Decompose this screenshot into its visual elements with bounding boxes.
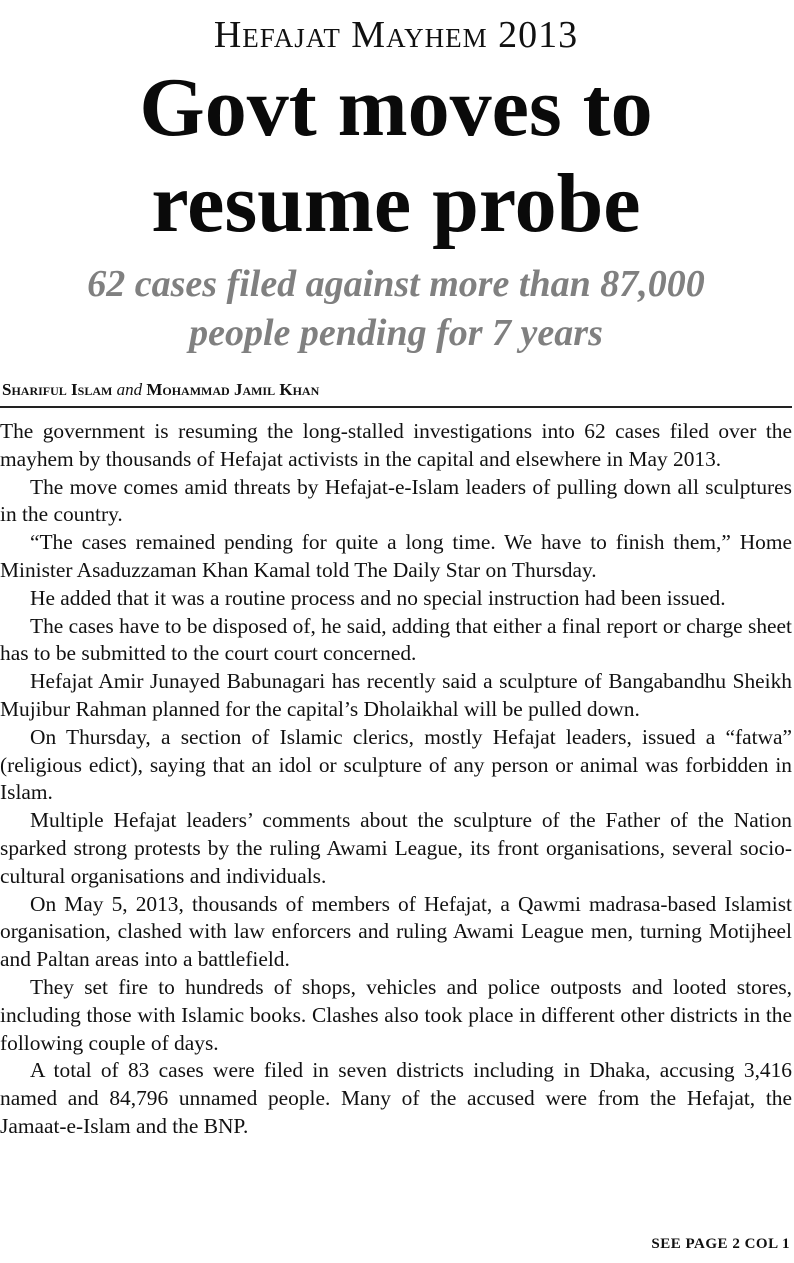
byline-conjunction: and [116,380,143,399]
subheadline [0,260,792,358]
paragraph-2: The move comes amid threats by Hefajat-e-Islam leaders of pulling down all sculptures in the country. [0,474,792,527]
author-2: Mohammad Jamil Khan [146,380,320,399]
paragraph-4: He added that it was a routine process and no special instruction had been issued. [30,585,726,610]
paragraph-11: A total of 83 cases were filed in seven districts including in Dhaka, accusing 3,416 named and 84,796 unnamed people. Many of the accused were from the Hefajat, the Jamaat-e-Islam and the BNP. [0,1058,792,1138]
headline [0,60,792,252]
byline [0,380,792,408]
paragraph-5: The cases have to be disposed of, he said, adding that either a final report or charge sheet has to be submitted to the court court concerned. [0,613,792,666]
subheadline-line-2: people pending for 7 years [189,312,603,354]
paragraph-7: On Thursday, a section of Islamic clerics, mostly Hefajat leaders, issued a “fatwa” (religious edict), saying that an idol or sculpture of any person or animal was forbidden in Islam. [0,724,792,805]
headline-line-1: Govt moves to [139,61,653,154]
author-1: Shariful Islam [2,380,113,399]
subheadline-line-1: 62 cases filed against more than 87,000 [87,263,705,305]
headline-line-2: resume probe [151,157,641,250]
paragraph-9: On May 5, 2013, thousands of members of Hefajat, a Qawmi madrasa-based Islamist organisation, clashed with law enforcers and ruling Awami League men, turning Motijheel and Paltan areas into a battlefield. [0,891,792,972]
paragraph-3: “The cases remained pending for quite a long time. We have to finish them,” Home Minister Asaduzzaman Khan Kamal told The Daily Star on Thursday. [0,530,792,582]
article-body [0,408,792,1141]
continued-jump-line: SEE PAGE 2 COL 1 [651,1236,790,1252]
paragraph-10: They set fire to hundreds of shops, vehicles and police outposts and looted stores, including those with Islamic books. Clashes also took place in different other districts in the following couple of days. [0,974,792,1055]
paragraph-8: Multiple Hefajat leaders’ comments about the sculpture of the Father of the Nation sparked strong protests by the ruling Awami League, its front organisations, several socio-cultural organisations and individuals. [0,808,792,888]
paragraph-1: The government is resuming the long-stalled investigations into 62 cases filed over the mayhem by thousands of Hefajat activists in the capital and elsewhere in May 2013. [0,419,792,471]
paragraph-6: Hefajat Amir Junayed Babunagari has recently said a sculpture of Bangabandhu Sheikh Mujibur Rahman planned for the capital’s Dholaikhal will be pulled down. [0,669,792,721]
kicker: Hefajat Mayhem 2013 [213,14,579,56]
